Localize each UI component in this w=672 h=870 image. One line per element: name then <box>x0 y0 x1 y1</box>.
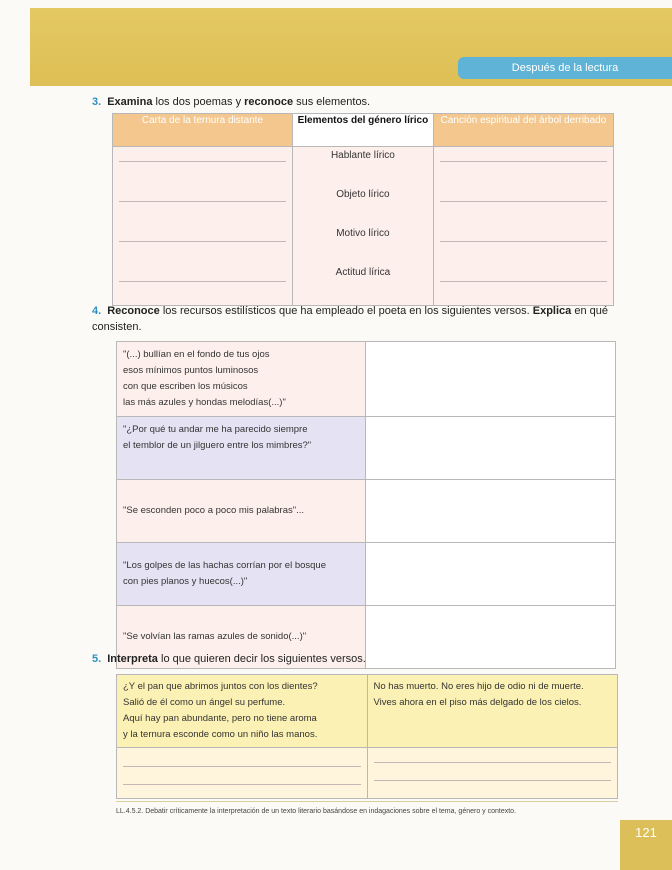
column-header-right: Canción espiritual del árbol derribado <box>433 114 613 147</box>
column-header-middle: Elementos del género lírico <box>292 114 433 147</box>
column-header-left: Carta de la ternura distante <box>113 114 293 147</box>
answer-column-left[interactable] <box>113 147 293 306</box>
element-label: Actitud lírica <box>335 267 391 278</box>
element-label: Motivo lírico <box>336 228 390 239</box>
verse-cell: "¿Por qué tu andar me ha parecido siempre el temblor de un jilguero entre los mimbres?" <box>117 417 366 480</box>
answer-column-right[interactable] <box>433 147 613 306</box>
question-3: 3. Examina los dos poemas y reconoce sus elementos. <box>92 96 371 108</box>
answer-cell[interactable] <box>366 606 616 669</box>
answer-cell[interactable] <box>366 543 616 606</box>
elements-table <box>112 113 614 306</box>
page-number: 121 <box>620 820 672 870</box>
question-number: 4. <box>92 305 102 317</box>
question-number: 5. <box>92 653 102 665</box>
interpretation-table <box>116 674 618 799</box>
answer-cell-left[interactable] <box>117 748 368 799</box>
element-label: Objeto lírico <box>336 189 390 200</box>
verse-cell-left: ¿Y el pan que abrimos juntos con los dientes? Salió de él como un ángel su perfume. Aquí hay pan abundante, pero no tiene aroma y la ternura esconde como un niño las manos. <box>117 675 368 748</box>
answer-cell[interactable] <box>366 480 616 543</box>
section-tab: Después de la lectura <box>458 57 672 79</box>
question-number: 3. <box>92 96 102 108</box>
question-4: 4. Reconoce los recursos estilísticos que ha empleado el poeta en los siguientes versos. Explica en qué consisten. <box>92 305 608 333</box>
verse-cell: "Se esconden poco a poco mis palabras"... <box>117 480 366 543</box>
answer-cell-right[interactable] <box>367 748 618 799</box>
element-label: Hablante lírico <box>330 150 395 161</box>
verse-cell: "Los golpes de las hachas corrían por el bosque con pies planos y huecos(...)" <box>117 543 366 606</box>
skill-code: LL.4.5.2. Debatir críticamente la interpretación de un texto literario basándose en indagaciones sobre el tema, género y contexto. <box>116 808 517 815</box>
answer-cell[interactable] <box>366 417 616 480</box>
footer-rule <box>116 801 618 802</box>
verse-cell: "(...) bullían en el fondo de tus ojos esos mínimos puntos luminosos con que escriben los músicos las más azules y hondas melodías(...)" <box>117 342 366 417</box>
verse-cell-right: No has muerto. No eres hijo de odio ni de muerte. Vives ahora en el piso más delgado de los cielos. <box>367 675 618 748</box>
verse-cell: "Se volvían las ramas azules de sonido(...)" <box>117 606 366 669</box>
answer-cell[interactable] <box>366 342 616 417</box>
verses-table <box>116 341 616 669</box>
elements-column <box>292 147 433 306</box>
question-5: 5. Interpreta lo que quieren decir los siguientes versos. <box>92 653 366 665</box>
